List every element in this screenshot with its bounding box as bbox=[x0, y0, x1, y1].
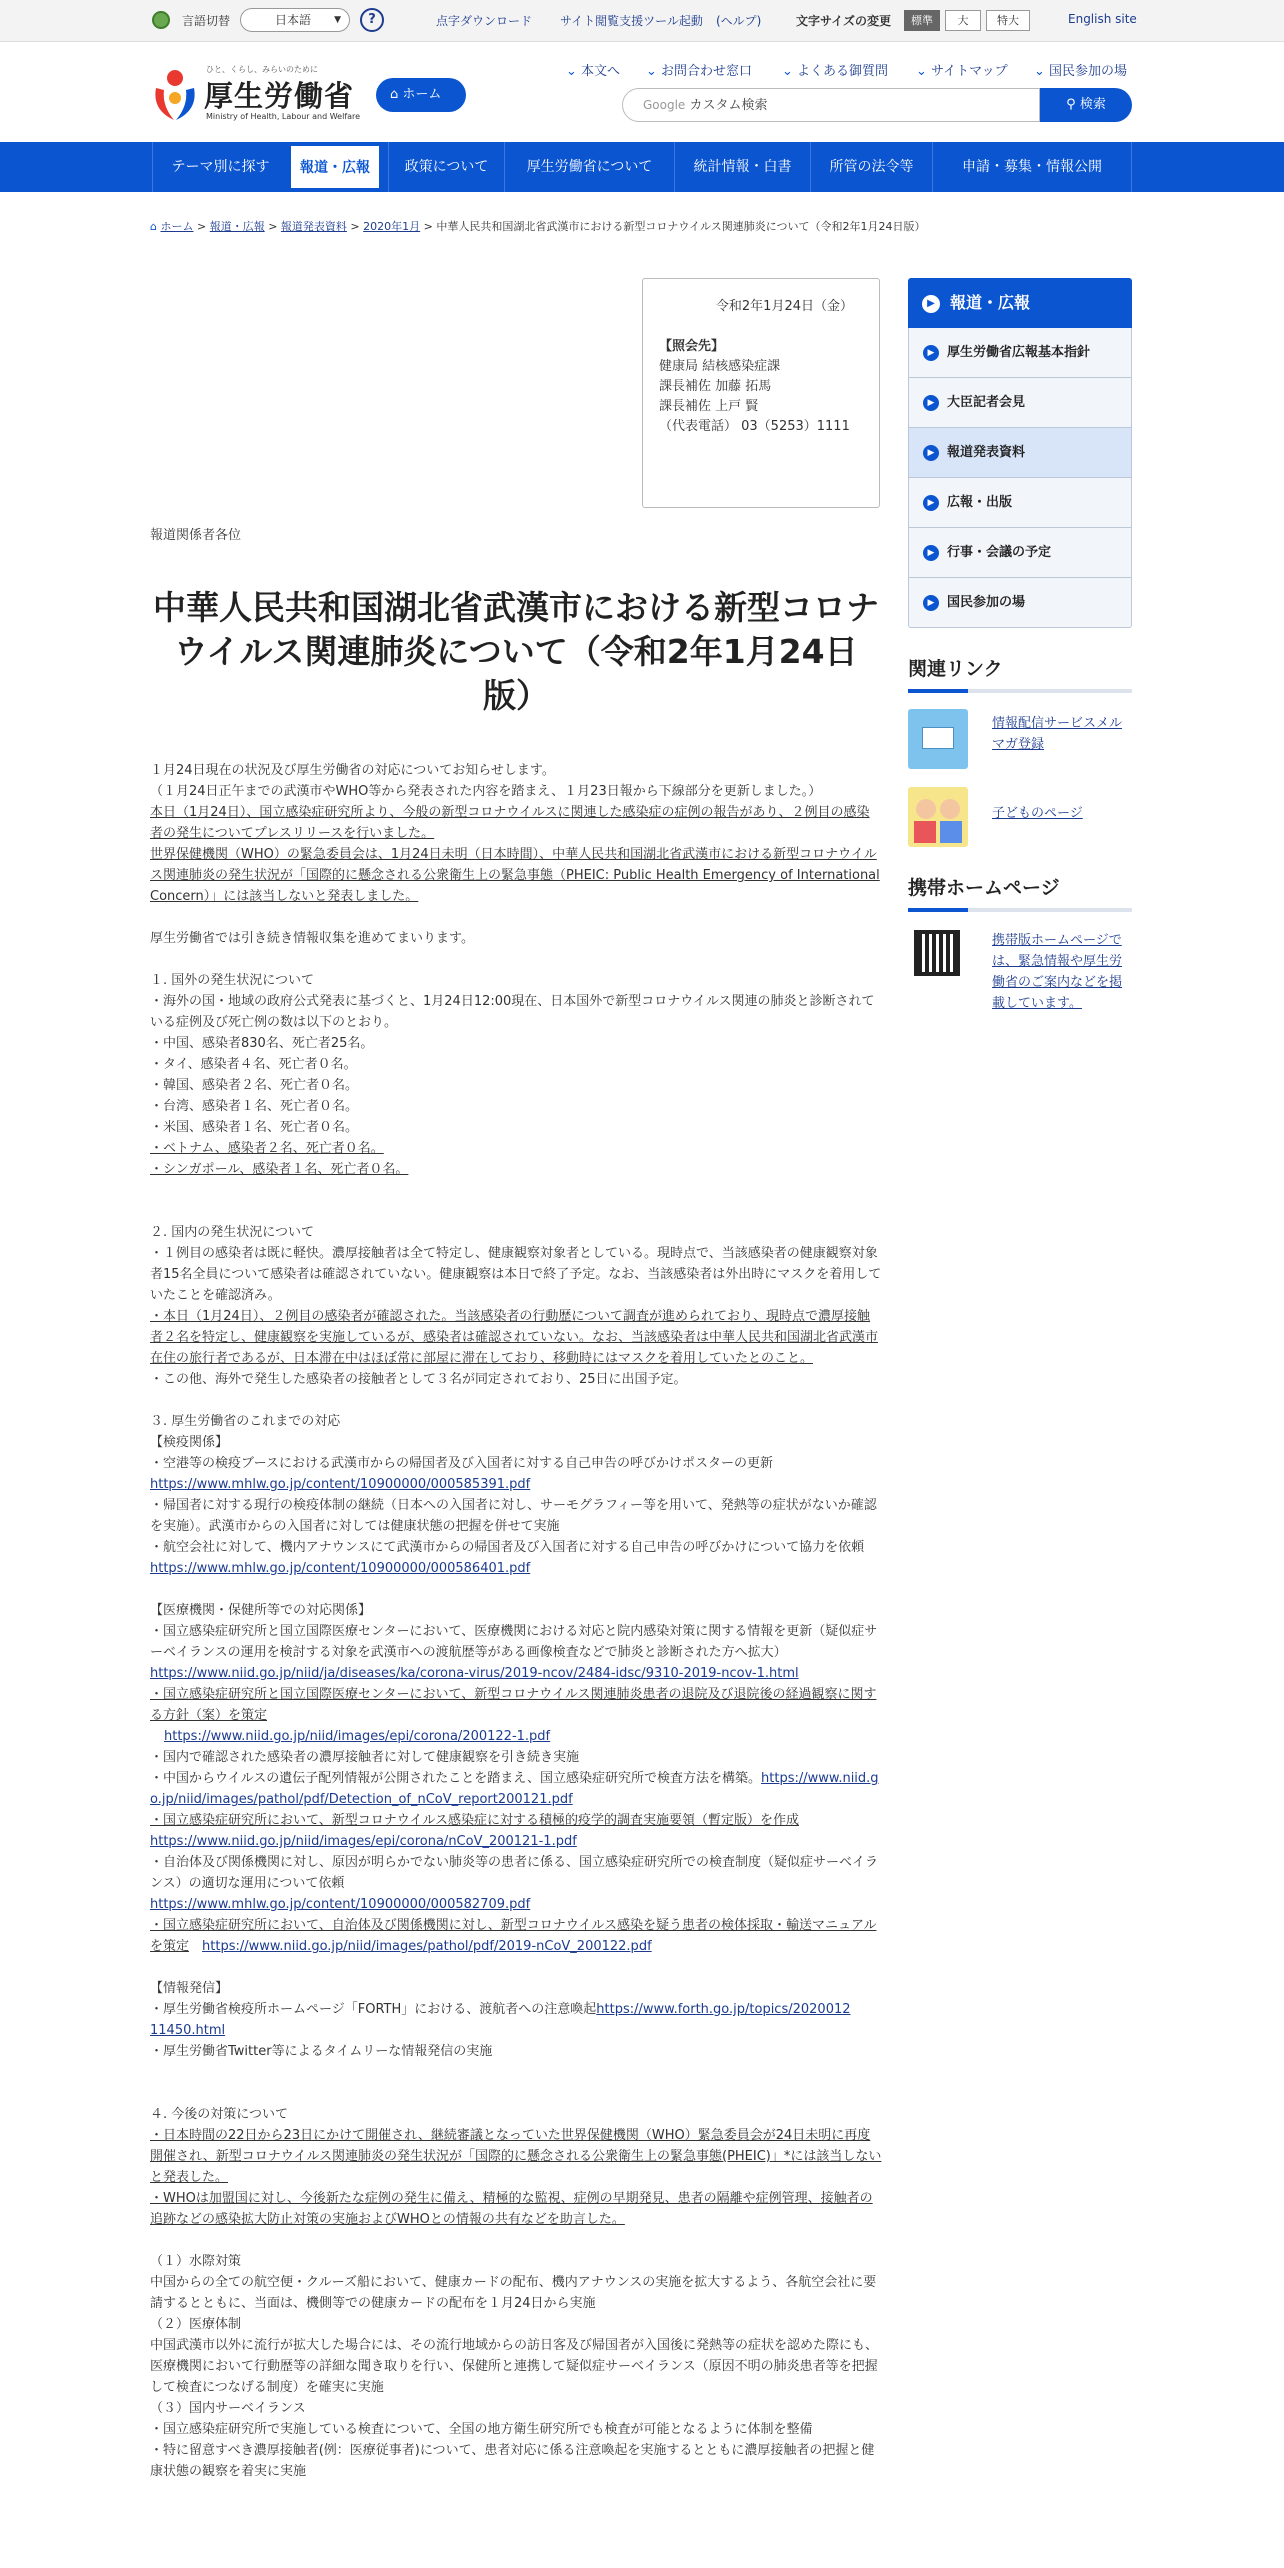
chevron-right-icon: ▶ bbox=[923, 545, 939, 561]
body-text: ・国立感染症研究所と国立国際医療センターにおいて、新型コロナウイルス関連肺炎患者の退院及び退院後の経過観察に関する方針（案）を策定 bbox=[150, 1687, 877, 1723]
intro-text: 本日（1月24日）、国立感染症研究所より、今般の新型コロナウイルスに関連した感染症の症例の報告があり、２例目の感染者の発生についてプレスリリースを行いました。 bbox=[150, 805, 870, 841]
subsection-heading: 【医療機関・保健所等での対応関係】 bbox=[150, 1603, 372, 1618]
font-size-xlarge-button[interactable]: 特大 bbox=[986, 10, 1030, 31]
intro-text: 世界保健機関（WHO）の緊急委員会は、1月24日未明（日本時間）、中華人民共和国湖北省武漢市における新型コロナウイルス関連肺炎の発生状況が「国際的に懸念される公衆衛生上の緊急事態（PHEIC: Public Health Emergency of International Concern）」には該当しないと発表しました。 bbox=[150, 847, 880, 904]
pdf-link[interactable]: https://www.niid.go.jp/niid/images/epi/corona/200122-1.pdf bbox=[164, 1729, 551, 1744]
header-link-main[interactable]: ⌄ 本文へ bbox=[566, 60, 620, 79]
breadcrumb-home[interactable]: ホーム bbox=[160, 220, 194, 233]
list-item: ・中国、感染者830名、死亡者25名。 bbox=[150, 1036, 374, 1051]
body-text bbox=[150, 1915, 882, 1957]
body-text: ・自治体及び関係機関に対し、原因が明らかでない肺炎等の患者に係る、国立感染症研究所での検査制度（疑似症サーベイランス）の適切な運用について依頼 bbox=[150, 1855, 879, 1891]
body-text: ・国立感染症研究所において、新型コロナウイルス感染症に対する積極的疫学的調査実施要領（暫定版）を作成 bbox=[150, 1813, 799, 1828]
list-item: ・シンガポール、感染者１名、死亡者０名。 bbox=[150, 1162, 409, 1177]
intro-text: （１月24日正午までの武漢市やWHO等から発表された内容を踏まえ、１月23日報から下線部分を更新しました。） bbox=[150, 784, 822, 799]
contact-line: 健康局 結核感染症課 bbox=[659, 359, 781, 374]
language-switch-label: 言語切替 bbox=[182, 14, 231, 28]
sidebar-item-pr-policy[interactable] bbox=[908, 328, 1132, 378]
language-select[interactable] bbox=[240, 8, 350, 32]
sidebar-item-label: 広報・出版 bbox=[947, 495, 1013, 510]
niid-link[interactable]: https://www.niid.go.jp/niid/ja/diseases/ka/corona-virus/2019-ncov/2484-idsc/9310-2019-ncov-1.html bbox=[150, 1666, 799, 1681]
pdf-link[interactable]: https://www.niid.go.jp/niid/images/epi/corona/nCoV_200121-1.pdf bbox=[150, 1834, 577, 1849]
pdf-link[interactable]: https://www.mhlw.go.jp/content/10900000/000586401.pdf bbox=[150, 1561, 531, 1576]
sidebar-item-label: 行事・会議の予定 bbox=[947, 545, 1052, 560]
language-select-value: 日本語 bbox=[275, 13, 312, 27]
font-size-standard-button[interactable]: 標準 bbox=[904, 10, 940, 31]
children-icon bbox=[908, 787, 968, 847]
logo-title: 厚生労働省 bbox=[204, 79, 355, 113]
chevron-down-icon: ▼ bbox=[334, 15, 341, 25]
body-text: ・WHOは加盟国に対し、今後新たな症例の発生に備え、精極的な監視、症例の早期発見、患者の隔離や症例管理、接触者の追跡などの感染拡大防止対策の実施およびWHOとの情報の共有などを助言した。 bbox=[150, 2191, 873, 2227]
contact-box bbox=[642, 278, 880, 508]
related-links-heading: 関連リンク bbox=[908, 654, 1132, 693]
font-size-large-button[interactable]: 大 bbox=[945, 10, 981, 31]
sidebar bbox=[908, 278, 1132, 1032]
section-heading: １. 国外の発生状況について bbox=[150, 973, 315, 988]
body-text: ・帰国者に対する現行の検疫体制の継続（日本への入国者に対し、サーモグラフィー等を用いて、発熱等の症状がないか確認を実施）。武漢市からの入国者に対しては健康状態の把握を併せて実施 bbox=[150, 1498, 877, 1534]
logo-tagline: ひと、くらし、みらいのために bbox=[206, 65, 318, 74]
list-item: ・ベトナム、感染者２名、死亡者０名。 bbox=[150, 1141, 384, 1156]
pdf-link[interactable]: https://www.niid.go.jp/niid/images/pathol/pdf/Detection_of_nCoV_report200121.pdf bbox=[150, 1771, 879, 1807]
chevron-right-icon: ▶ bbox=[922, 295, 940, 313]
body-text: 中国武漢市以外に流行が拡大した場合には、その流行地域からの訪日客及び帰国者が入国後に発熱等の症状を認めた際にも、医療機関において行動歴等の詳細な聞き取りを行い、保健所と連携して疑似症サーベイランス（原因不明の肺炎患者等を把握して検査につなげる制度）を確実に実施 bbox=[150, 2338, 879, 2395]
accessibility-tool-link[interactable]: サイト閲覧支援ツール起動 bbox=[560, 14, 703, 28]
globe-icon bbox=[152, 11, 170, 29]
mobile-site-link[interactable]: 携帯版ホームページでは、緊急情報や厚生労働省のご案内などを掲載しています。 bbox=[992, 933, 1123, 1011]
related-link-mailmag[interactable]: 情報配信サービスメルマガ登録 bbox=[992, 716, 1123, 752]
home-icon: ⌂ bbox=[390, 87, 403, 102]
site-header bbox=[0, 42, 1284, 142]
logo-english: Ministry of Health, Labour and Welfare bbox=[206, 112, 361, 121]
subsection-heading: 【情報発信】 bbox=[150, 1981, 229, 1996]
chevron-right-icon: ▶ bbox=[923, 395, 939, 411]
body-text bbox=[150, 1999, 882, 2041]
subsection-heading: 【検疫関係】 bbox=[150, 1435, 229, 1450]
sidebar-nav-title-label: 報道・広報 bbox=[950, 293, 1031, 312]
english-site-link[interactable]: English site bbox=[1068, 12, 1137, 26]
body-text: ・空港等の検疫ブースにおける武漢市からの帰国者及び入国者に対する自己申告の呼びかけポスターの更新 bbox=[150, 1456, 773, 1471]
mobile-heading: 携帯ホームページ bbox=[908, 873, 1132, 912]
sidebar-item-label: 厚生労働省広報基本指針 bbox=[947, 345, 1091, 360]
addressee: 報道関係者各位 bbox=[150, 528, 242, 543]
header-link-faq[interactable]: ⌄ よくある御質問 bbox=[782, 60, 888, 79]
header-link-sitemap[interactable]: ⌄ サイトマップ bbox=[916, 60, 1008, 79]
sidebar-item-events[interactable] bbox=[908, 528, 1132, 578]
body-text: ・国立感染症研究所と国立国際医療センターにおいて、医療機関における対応と院内感染対策に関する情報を更新（疑似症サーベイランスの運用を検討する対象を武漢市への渡航歴等がある画像検査などで肺炎と診断された方へ拡大） bbox=[150, 1624, 878, 1660]
body-text: ・１例目の感染者は既に軽快。濃厚接触者は全て特定し、健康観察対象者としている。現時点で、当該感染者の健康観察対象者15名全員について感染者は確認されていない。健康観察は本日で終了予定。なお、当該感染者は外出時にマスクを着用していたことを確認済み。 bbox=[150, 1246, 882, 1303]
gnav-about[interactable]: 厚生労働省について bbox=[504, 142, 674, 192]
contact-line: 課長補佐 加藤 拓馬 bbox=[659, 379, 772, 394]
help-icon[interactable]: ? bbox=[360, 8, 384, 32]
list-item: ・タイ、感染者４名、死亡者０名。 bbox=[150, 1057, 357, 1072]
header-link-participation[interactable]: ⌄ 国民参加の場 bbox=[1034, 60, 1127, 79]
list-item: ・米国、感染者１名、死亡者０名。 bbox=[150, 1120, 359, 1135]
gnav-laws[interactable]: 所管の法令等 bbox=[810, 142, 932, 192]
related-links bbox=[908, 693, 1132, 853]
body-text bbox=[150, 1768, 882, 1810]
chevron-right-icon: ▶ bbox=[923, 445, 939, 461]
body-text-inline: ・中国からウイルスの遺伝子配列情報が公開されたことを踏まえ、国立感染症研究所で検査方法を構築。 bbox=[150, 1771, 762, 1786]
gnav-applications[interactable]: 申請・募集・情報公開 bbox=[932, 142, 1132, 192]
breadcrumb-current: 中華人民共和国湖北省武漢市における新型コロナウイルス関連肺炎について（令和2年1月24日版） bbox=[436, 220, 926, 233]
gnav-press[interactable]: 報道・広報 bbox=[290, 145, 380, 189]
home-button[interactable] bbox=[376, 78, 466, 112]
contact-line: （代表電話） 03（5253）1111 bbox=[659, 419, 850, 434]
sidebar-item-label: 国民参加の場 bbox=[947, 595, 1026, 610]
body-text: ・厚生労働省Twitter等によるタイムリーな情報発信の実施 bbox=[150, 2044, 493, 2059]
intro-text: １月24日現在の状況及び厚生労働省の対応についてお知らせします。 bbox=[150, 763, 555, 778]
sidebar-item-press-conference[interactable] bbox=[908, 378, 1132, 428]
chevron-right-icon: ▶ bbox=[923, 345, 939, 361]
list-item: ・韓国、感染者２名、死亡者０名。 bbox=[150, 1078, 359, 1093]
pdf-link[interactable]: https://www.niid.go.jp/niid/images/pathol/pdf/2019-nCoV_200122.pdf bbox=[202, 1939, 652, 1954]
body-text: ・航空会社に対して、機内アナウンスにて武漢市からの帰国者及び入国者に対する自己申告の呼びかけについて協力を依頼 bbox=[150, 1540, 865, 1555]
help-link[interactable]: (ヘルプ) bbox=[716, 14, 762, 28]
qr-code-icon bbox=[914, 930, 960, 976]
pdf-link[interactable]: https://www.mhlw.go.jp/content/10900000/000582709.pdf bbox=[150, 1897, 531, 1912]
home-icon: ⌂ bbox=[150, 220, 161, 233]
contact-line: 課長補佐 上戸 賢 bbox=[659, 399, 759, 414]
font-size-label: 文字サイズの変更 bbox=[796, 14, 892, 28]
utility-bar bbox=[0, 0, 1284, 42]
breadcrumb-press[interactable]: 報道・広報 bbox=[209, 220, 265, 233]
chevron-right-icon: ▶ bbox=[923, 495, 939, 511]
logo-mark-icon bbox=[150, 66, 200, 122]
subsection-heading: （１）水際対策 bbox=[150, 2254, 242, 2269]
section-heading: ４. 今後の対策について bbox=[150, 2107, 289, 2122]
gnav-policy[interactable]: 政策について bbox=[388, 142, 504, 192]
breadcrumb-releases[interactable]: 報道発表資料 bbox=[280, 220, 347, 233]
sidebar-item-label: 報道発表資料 bbox=[947, 445, 1026, 460]
subsection-heading: （２）医療体制 bbox=[150, 2317, 242, 2332]
subsection-heading: （３）国内サーベイランス bbox=[150, 2401, 306, 2416]
release-date: 令和2年1月24日（金） bbox=[715, 299, 853, 314]
page-title: 中華人民共和国湖北省武漢市における新型コロナウイルス関連肺炎について（令和2年1月24日版） bbox=[153, 588, 879, 715]
main-content bbox=[150, 525, 882, 2482]
sidebar-item-participation[interactable] bbox=[908, 578, 1132, 628]
body-text-inline: ・国立感染症研究所において、自治体及び関係機関に対し、新型コロナウイルス感染を疑う患者の検体採取・輸送マニュアルを策定 bbox=[150, 1918, 877, 1954]
related-link-kids[interactable]: 子どものページ bbox=[992, 806, 1083, 821]
list-item: ・台湾、感染者１名、死亡者０名。 bbox=[150, 1099, 359, 1114]
gnav-theme[interactable]: テーマ別に探す bbox=[152, 142, 288, 192]
google-label: Google bbox=[643, 98, 686, 112]
header-link-contact[interactable]: ⌄ お問合わせ窓口 bbox=[646, 60, 752, 79]
pdf-link[interactable]: https://www.mhlw.go.jp/content/10900000/000585391.pdf bbox=[150, 1477, 531, 1492]
body-text: ・日本時間の22日から23日にかけて開催され、継続審議となっていた世界保健機関（WHO）緊急委員会が24日未明に再度開催され、新型コロナウイルス関連肺炎の発生状況が「国際的に懸念される公衆衛生上の緊急事態(PHEIC)」*には該当しないと発表した。 bbox=[150, 2128, 882, 2185]
body-text: 厚生労働省では引き続き情報収集を進めてまいります。 bbox=[150, 931, 474, 946]
mobile-section bbox=[908, 912, 1132, 1032]
body-text: 中国からの全ての航空便・クルーズ船において、健康カードの配布、機内アナウンスの実施を拡大するよう、各航空会社に要請するとともに、当面は、機側等での健康カードの配布を１月24日から実施 bbox=[150, 2275, 877, 2311]
breadcrumb-month[interactable]: 2020年1月 bbox=[363, 220, 421, 233]
search-button[interactable] bbox=[1040, 88, 1132, 122]
body-text: ・この他、海外で発生した感染者の接触者として３名が同定されており、25日に出国予定。 bbox=[150, 1372, 687, 1387]
section-heading: ３. 厚生労働省のこれまでの対応 bbox=[150, 1414, 341, 1429]
global-nav bbox=[0, 142, 1284, 192]
forth-link[interactable]: https://www.forth.go.jp/topics/2020012 11450.html bbox=[150, 2002, 851, 2038]
gnav-statistics[interactable]: 統計情報・白書 bbox=[674, 142, 810, 192]
sidebar-item-label: 大臣記者会見 bbox=[947, 395, 1026, 410]
sidebar-item-press-releases[interactable] bbox=[908, 428, 1132, 478]
search-button-label: 検索 bbox=[1079, 97, 1106, 112]
contact-heading: 【照会先】 bbox=[659, 339, 725, 354]
body-text: ・国内で確認された感染者の濃厚接触者に対して健康観察を引き続き実施 bbox=[150, 1750, 580, 1765]
sidebar-item-publications[interactable] bbox=[908, 478, 1132, 528]
section-heading: ２. 国内の発生状況について bbox=[150, 1225, 315, 1240]
mail-icon bbox=[908, 709, 968, 769]
body-text: ・特に留意すべき濃厚接触者(例：医療従事者)について、患者対応に係る注意喚起を実施するとともに濃厚接触者の把握と健康状態の観察を着実に実施 bbox=[150, 2443, 875, 2479]
braille-download-link[interactable]: 点字ダウンロード bbox=[436, 14, 533, 28]
search-placeholder: カスタム検索 bbox=[689, 98, 768, 113]
breadcrumb: ⌂ ホーム > 報道・広報 > 報道発表資料 > 2020年1月 > 中華人民共和国湖北省武漢市における新型コロナウイルス関連肺炎について（令和2年1月24日版） bbox=[150, 220, 926, 233]
body-text: ・海外の国・地域の政府公式発表に基づくと、1月24日12:00現在、日本国外で新型コロナウイルス関連の肺炎と診断されている症例及び死亡例の数は以下のとおり。 bbox=[150, 994, 875, 1030]
search-icon: ⚲ bbox=[1066, 97, 1080, 112]
home-button-label: ホーム bbox=[402, 87, 442, 102]
site-logo[interactable] bbox=[150, 62, 360, 122]
body-text: ・本日（1月24日）、２例目の感染者が確認された。当該感染者の行動歴について調査が進められており、現時点で濃厚接触者２名を特定し、健康観察を実施しているが、感染者は確認されていない。なお、当該感染者は中華人民共和国湖北省武漢市在住の旅行者であるが、日本滞在中はほぼ常に部屋に滞在しており、移動時にはマスクを着用していたとのこと。 bbox=[150, 1309, 879, 1366]
body-text-inline: ・厚生労働省検疫所ホームページ「FORTH」における、渡航者への注意喚起 bbox=[150, 2002, 597, 2017]
body-text: ・国立感染症研究所で実施している検査について、全国の地方衛生研究所でも検査が可能となるように体制を整備 bbox=[150, 2422, 813, 2437]
sidebar-nav-title[interactable] bbox=[908, 278, 1132, 328]
chevron-right-icon: ▶ bbox=[923, 595, 939, 611]
search-field[interactable] bbox=[622, 88, 1040, 122]
